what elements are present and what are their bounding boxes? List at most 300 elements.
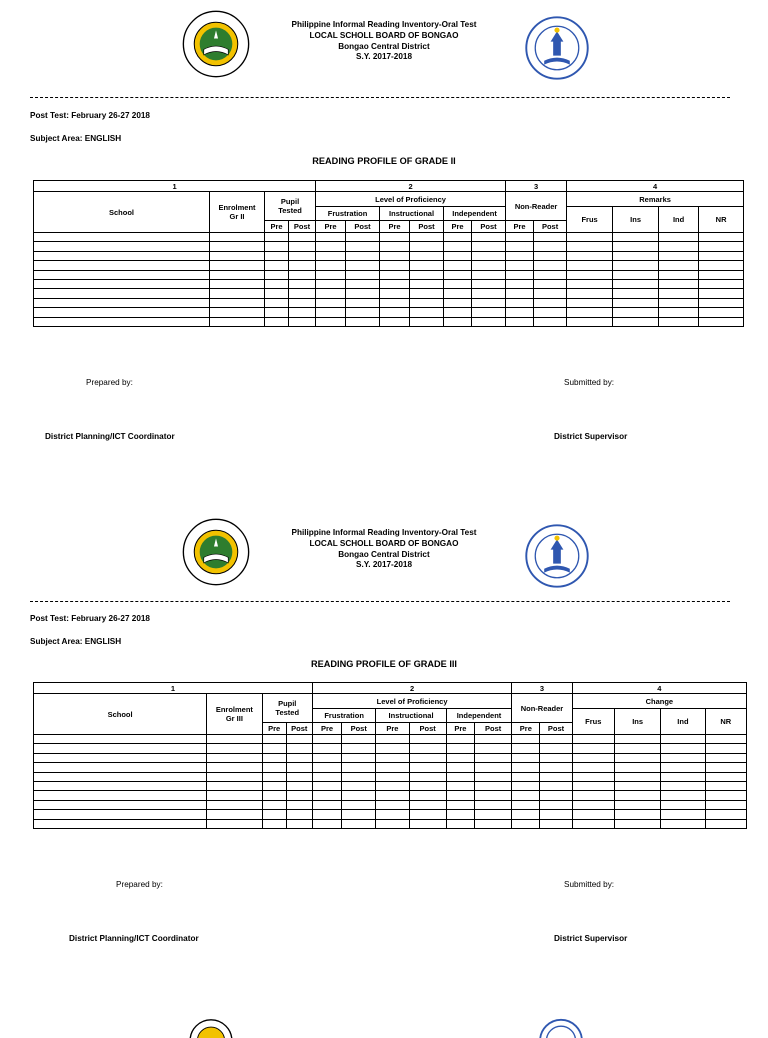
table-cell [506, 242, 534, 251]
table-cell [614, 800, 660, 809]
table-cell [506, 317, 534, 326]
table-cell [506, 233, 534, 242]
coordinator-signatory: District Planning/ICT Coordinator [45, 432, 175, 441]
table-cell [210, 242, 265, 251]
page-header [0, 508, 768, 598]
table-cell [34, 289, 210, 298]
table-cell [265, 317, 289, 326]
table-cell [613, 289, 659, 298]
table-cell [613, 242, 659, 251]
table-cell [312, 763, 341, 772]
table-cell [534, 289, 567, 298]
table-row [34, 791, 747, 800]
table-cell [614, 819, 660, 828]
frustration-post-header: Post [342, 723, 376, 735]
non-reader-header: Non-Reader [506, 192, 567, 221]
level-of-proficiency-header: Level of Proficiency [312, 694, 511, 709]
table-cell [376, 810, 409, 819]
non-reader-post-header: Post [540, 723, 572, 735]
table-cell [613, 270, 659, 279]
table-cell [265, 251, 289, 260]
table-cell [472, 317, 506, 326]
table-cell [659, 270, 699, 279]
table-cell [659, 279, 699, 288]
table-row [34, 317, 744, 326]
table-cell [512, 744, 540, 753]
table-cell [380, 233, 410, 242]
table-cell [262, 810, 286, 819]
table-cell [262, 753, 286, 762]
table-cell [567, 308, 613, 317]
table-cell [316, 279, 346, 288]
table-cell [376, 744, 409, 753]
table-cell [346, 317, 380, 326]
table-row [34, 233, 744, 242]
table-cell [342, 772, 376, 781]
independent-pre-header: Pre [446, 723, 474, 735]
deped-armm-seal-icon [188, 1018, 234, 1038]
group-number-3: 3 [512, 683, 572, 694]
table-cell [613, 261, 659, 270]
table-cell [572, 800, 614, 809]
table-cell [312, 744, 341, 753]
table-cell [472, 298, 506, 307]
table-cell [409, 744, 446, 753]
table-cell [289, 308, 316, 317]
table-cell [512, 772, 540, 781]
table-cell [286, 800, 312, 809]
deped-national-seal-icon [525, 16, 589, 80]
table-row [34, 298, 744, 307]
table-cell [346, 242, 380, 251]
table-cell [446, 810, 474, 819]
table-cell [661, 753, 705, 762]
frustration-pre-header: Pre [316, 221, 346, 233]
table-cell [210, 233, 265, 242]
non-reader-post-header: Post [534, 221, 567, 233]
table-cell [444, 233, 472, 242]
table-cell [705, 781, 746, 790]
table-cell [474, 772, 511, 781]
table-cell [34, 744, 207, 753]
table-cell [474, 763, 511, 772]
table-cell [410, 251, 444, 260]
table-cell [572, 763, 614, 772]
table-cell [342, 800, 376, 809]
table-cell [474, 810, 511, 819]
table-cell [446, 735, 474, 744]
table-cell [540, 791, 572, 800]
table-cell [409, 763, 446, 772]
table-cell [410, 317, 444, 326]
table-cell [572, 735, 614, 744]
table-cell [512, 781, 540, 790]
table-cell [34, 251, 210, 260]
table-cell [210, 289, 265, 298]
table-cell [207, 772, 262, 781]
table-cell [699, 233, 744, 242]
table-cell [572, 753, 614, 762]
supervisor-signatory: District Supervisor [554, 432, 628, 441]
header-divider [30, 97, 730, 98]
table-cell [444, 317, 472, 326]
header-line-3: Bongao Central District [338, 549, 430, 559]
enrolment-header [207, 694, 262, 735]
table-row [34, 763, 747, 772]
table-cell [506, 298, 534, 307]
table-cell [506, 251, 534, 260]
post-test-date: Post Test: February 26-27 2018 [30, 111, 150, 120]
table-cell [661, 819, 705, 828]
table-cell [409, 810, 446, 819]
instructional-pre-header: Pre [376, 723, 409, 735]
table-cell [572, 772, 614, 781]
table-cell [661, 781, 705, 790]
table-cell [312, 735, 341, 744]
table-cell [207, 810, 262, 819]
table-row [34, 735, 747, 744]
table-cell [446, 753, 474, 762]
change-nr-header: NR [705, 709, 746, 735]
table-cell [262, 800, 286, 809]
table-row [34, 819, 747, 828]
table-cell [614, 791, 660, 800]
table-cell [376, 763, 409, 772]
enrolment-label: Enrolment [218, 203, 256, 212]
table-cell [410, 261, 444, 270]
table-cell [699, 270, 744, 279]
header-line-2: LOCAL SCHOLL BOARD OF BONGAO [309, 30, 459, 40]
group-number-3: 3 [506, 181, 567, 192]
table-cell [316, 270, 346, 279]
table-cell [210, 261, 265, 270]
subject-area: Subject Area: ENGLISH [30, 637, 122, 646]
table-cell [342, 781, 376, 790]
table-cell [659, 251, 699, 260]
table-cell [376, 819, 409, 828]
header-line-1: Philippine Informal Reading Inventory-Oral Test [291, 20, 477, 29]
table-cell [540, 819, 572, 828]
remarks-frus-header: Frus [567, 207, 613, 233]
table-cell [34, 819, 207, 828]
table-cell [210, 317, 265, 326]
instructional-header: Instructional [376, 709, 446, 723]
group-number-1: 1 [34, 683, 313, 694]
independent-post-header: Post [474, 723, 511, 735]
table-cell [34, 810, 207, 819]
table-cell [512, 810, 540, 819]
table-cell [444, 251, 472, 260]
pupil-pre-header: Pre [262, 723, 286, 735]
table-cell [572, 781, 614, 790]
table-cell [34, 781, 207, 790]
independent-post-header: Post [472, 221, 506, 233]
table-cell [34, 261, 210, 270]
pupil-pre-header: Pre [265, 221, 289, 233]
table-cell [265, 233, 289, 242]
table-cell [34, 735, 207, 744]
table-cell [446, 763, 474, 772]
table-cell [705, 819, 746, 828]
remarks-nr-header: NR [699, 207, 744, 233]
table-cell [659, 242, 699, 251]
frustration-header: Frustration [312, 709, 375, 723]
table-cell [699, 279, 744, 288]
table-cell [376, 753, 409, 762]
table-cell [613, 233, 659, 242]
table-cell [705, 772, 746, 781]
table-cell [376, 791, 409, 800]
table-cell [613, 298, 659, 307]
table-row [34, 308, 744, 317]
table-cell [534, 317, 567, 326]
instructional-post-header: Post [410, 221, 444, 233]
table-cell [262, 735, 286, 744]
table-cell [207, 744, 262, 753]
page-header [0, 0, 768, 90]
table-cell [699, 261, 744, 270]
table-cell [34, 763, 207, 772]
table-cell [262, 791, 286, 800]
group-number-2: 2 [312, 683, 511, 694]
table-cell [262, 763, 286, 772]
table-row [34, 744, 747, 753]
pupil-tested-header [265, 192, 316, 221]
table-row [34, 810, 747, 819]
table-cell [540, 744, 572, 753]
table-cell [410, 308, 444, 317]
table-cell [210, 279, 265, 288]
table-cell [410, 233, 444, 242]
table-cell [34, 233, 210, 242]
table-cell [567, 289, 613, 298]
table-row [34, 800, 747, 809]
deped-national-seal-icon [538, 1018, 584, 1038]
pupil-post-header: Post [289, 221, 316, 233]
table-cell [207, 735, 262, 744]
table-cell [380, 317, 410, 326]
table-cell [699, 289, 744, 298]
table-cell [540, 800, 572, 809]
table-cell [312, 810, 341, 819]
table-cell [572, 810, 614, 819]
table-cell [316, 233, 346, 242]
table-cell [572, 791, 614, 800]
table-cell [34, 753, 207, 762]
table-row [34, 753, 747, 762]
table-cell [342, 819, 376, 828]
non-reader-pre-header: Pre [506, 221, 534, 233]
table-cell [614, 753, 660, 762]
table-cell [699, 298, 744, 307]
table-cell [207, 791, 262, 800]
enrolment-header [210, 192, 265, 233]
table-cell [506, 270, 534, 279]
table-cell [346, 279, 380, 288]
independent-header: Independent [446, 709, 511, 723]
table-cell [472, 308, 506, 317]
header-text [0, 528, 768, 571]
table-cell [286, 810, 312, 819]
table-cell [346, 270, 380, 279]
table-cell [474, 735, 511, 744]
table-cell [540, 753, 572, 762]
table-cell [446, 772, 474, 781]
header-text [0, 20, 768, 63]
header-line-2: LOCAL SCHOLL BOARD OF BONGAO [309, 538, 459, 548]
table-cell [659, 308, 699, 317]
table-cell [534, 233, 567, 242]
coordinator-signatory: District Planning/ICT Coordinator [69, 934, 199, 943]
prepared-by-label: Prepared by: [116, 880, 163, 889]
table-cell [659, 317, 699, 326]
table-cell [474, 791, 511, 800]
table-cell [540, 810, 572, 819]
table-cell [444, 298, 472, 307]
table-cell [207, 800, 262, 809]
reading-profile-table [33, 682, 747, 829]
table-cell [444, 279, 472, 288]
table-cell [661, 772, 705, 781]
table-row [34, 242, 744, 251]
table-cell [342, 744, 376, 753]
table-cell [289, 289, 316, 298]
table-cell [409, 781, 446, 790]
table-cell [614, 781, 660, 790]
table-cell [506, 261, 534, 270]
table-cell [346, 289, 380, 298]
table-cell [474, 819, 511, 828]
table-cell [409, 735, 446, 744]
table-cell [613, 317, 659, 326]
table-blank-rows [34, 233, 744, 327]
pupil-post-header: Post [286, 723, 312, 735]
table-cell [286, 763, 312, 772]
table-cell [376, 781, 409, 790]
table-row [34, 772, 747, 781]
table-cell [705, 735, 746, 744]
group-number-4: 4 [572, 683, 746, 694]
table-cell [316, 251, 346, 260]
table-cell [210, 251, 265, 260]
table-cell [207, 781, 262, 790]
table-cell [661, 735, 705, 744]
table-cell [262, 781, 286, 790]
table-cell [265, 298, 289, 307]
independent-header: Independent [444, 207, 506, 221]
pupil-label: Pupil [278, 699, 297, 708]
table-cell [534, 270, 567, 279]
table-cell [312, 781, 341, 790]
independent-pre-header: Pre [444, 221, 472, 233]
table-cell [534, 261, 567, 270]
group-number-2: 2 [316, 181, 506, 192]
table-cell [207, 753, 262, 762]
table-cell [472, 233, 506, 242]
table-cell [289, 233, 316, 242]
table-cell [613, 251, 659, 260]
change-frus-header: Frus [572, 709, 614, 735]
table-cell [410, 279, 444, 288]
table-cell [705, 753, 746, 762]
level-of-proficiency-header: Level of Proficiency [316, 192, 506, 207]
table-cell [312, 791, 341, 800]
table-cell [661, 744, 705, 753]
table-cell [472, 242, 506, 251]
change-ind-header: Ind [661, 709, 705, 735]
table-cell [262, 772, 286, 781]
table-cell [289, 261, 316, 270]
group-number-1: 1 [34, 181, 316, 192]
table-cell [472, 251, 506, 260]
table-cell [34, 772, 207, 781]
table-cell [34, 242, 210, 251]
table-cell [342, 810, 376, 819]
table-cell [444, 242, 472, 251]
table-cell [540, 781, 572, 790]
table-cell [342, 791, 376, 800]
table-cell [661, 763, 705, 772]
table-cell [699, 317, 744, 326]
table-cell [474, 753, 511, 762]
frustration-post-header: Post [346, 221, 380, 233]
table-cell [444, 261, 472, 270]
table-cell [380, 242, 410, 251]
table-cell [312, 819, 341, 828]
table-cell [380, 298, 410, 307]
prepared-by-label: Prepared by: [86, 378, 133, 387]
post-test-date: Post Test: February 26-27 2018 [30, 614, 150, 623]
table-cell [380, 251, 410, 260]
table-cell [472, 270, 506, 279]
table-cell [289, 270, 316, 279]
table-cell [34, 308, 210, 317]
table-cell [512, 763, 540, 772]
table-cell [286, 791, 312, 800]
instructional-header: Instructional [380, 207, 444, 221]
table-cell [409, 753, 446, 762]
table-cell [614, 772, 660, 781]
table-cell [661, 791, 705, 800]
table-cell [342, 763, 376, 772]
reading-profile-table [33, 180, 744, 327]
table-cell [446, 800, 474, 809]
form-grade-3 [0, 508, 768, 1018]
table-cell [699, 308, 744, 317]
table-cell [512, 791, 540, 800]
table-cell [286, 753, 312, 762]
table-cell [376, 772, 409, 781]
table-cell [410, 289, 444, 298]
frustration-pre-header: Pre [312, 723, 341, 735]
table-cell [474, 744, 511, 753]
table-cell [410, 298, 444, 307]
table-cell [316, 308, 346, 317]
table-cell [534, 298, 567, 307]
supervisor-signatory: District Supervisor [554, 934, 628, 943]
table-cell [286, 744, 312, 753]
frustration-header: Frustration [316, 207, 380, 221]
table-cell [512, 800, 540, 809]
table-cell [265, 261, 289, 270]
header-divider [30, 601, 730, 602]
table-cell [506, 308, 534, 317]
table-cell [286, 735, 312, 744]
table-cell [661, 810, 705, 819]
table-cell [207, 763, 262, 772]
table-cell [613, 279, 659, 288]
enrolment-grade: Gr III [225, 714, 243, 723]
